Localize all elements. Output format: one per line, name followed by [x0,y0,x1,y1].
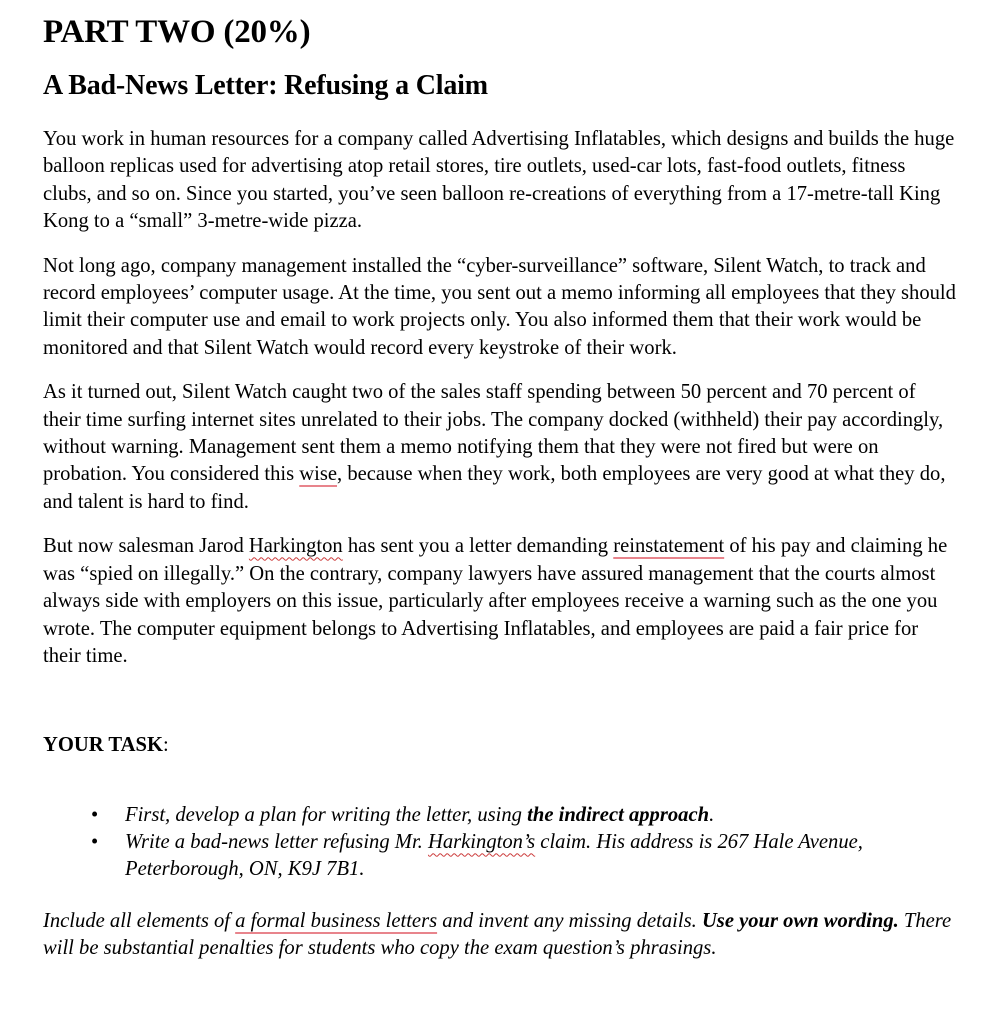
task-text: First, develop a plan for writing the letter, using [125,804,528,827]
closing-text: There will be substantial penalties for students who copy the exam question’s phrasings. [43,910,952,960]
section-subtitle: A Bad-News Letter: Refusing a Claim [43,70,488,101]
task-text: claim. His address is 267 Hale Avenue, Peterborough, ON, K9J 7B1. [125,831,863,881]
paragraph-claim [43,533,958,670]
task-emphasis: the indirect approach [527,804,710,827]
paragraph-probation [43,379,958,516]
task-heading-colon: : [162,734,169,757]
bullet-icon: • [91,804,99,827]
closing-emphasis: Use your own wording. [701,910,899,933]
paragraph-text: But now salesman Jarod [43,535,249,558]
task-item-letter [43,829,958,883]
paragraph-company-intro: You work in human resources for a company called Advertising Inflatables, which designs and builds the huge balloon replicas used for advertising atop retail stores, tire outlets, used-car lots, fast-food outlets, fitness clubs, and so on. Since you started, you’ve seen balloon re-creations of everything from a 17-metre-tall King Kong to a “small” 3-metre-wide pizza. [43,128,955,233]
bullet-icon: • [91,831,99,854]
spellcheck-flagged-name: Harkington [248,535,343,558]
grammar-flagged-phrase: a formal business letters [235,910,438,933]
paragraph-surveillance: Not long ago, company management installed the “cyber-surveillance” software, Silent Watch, to track and record employees’ computer usage. At the time, you sent out a memo informing all employees that they should limit their computer use and email to work projects only. You also informed them that their work would be monitored and that Silent Watch would record every keystroke of their work. [43,254,956,359]
paragraph-text: has sent you a letter demanding [342,535,614,558]
paragraph-text: As it turned out, Silent Watch caught two of the sales staff spending between 50 percent and 70 percent of their time surfing internet sites unrelated to their jobs. The company docked (withheld) their pay accordingly, without warning. Management sent them a memo notifying them that they were not fired but were on probation. You considered this [43,381,944,486]
task-list [43,802,958,883]
paragraph-text: , because when they work, both employees are very good at what they do, and talent is hard to find. [43,463,946,513]
spellcheck-flagged-name: Harkington’s [427,831,536,854]
grammar-flagged-word: wise [299,463,338,486]
task-item-plan [43,802,958,829]
task-heading [43,732,996,759]
grammar-flagged-word: reinstatement [613,535,725,558]
closing-instructions [43,908,958,962]
closing-text: Include all elements of [43,910,236,933]
task-text: Write a bad-news letter refusing Mr. [125,831,428,854]
task-text: . [709,804,715,827]
paragraph-text: of his pay and claiming he was “spied on illegally.” On the contrary, company lawyers have assured management that the courts almost always side with employers on this issue, particularly after employees receive a warning such as the one you wrote. The computer equipment belongs to Advertising Inflatables, and employees are paid a fair price for their time. [43,535,948,667]
page-title: PART TWO (20%) [43,14,311,50]
closing-text: and invent any missing details. [437,910,702,933]
task-heading-label: YOUR TASK [43,734,163,757]
